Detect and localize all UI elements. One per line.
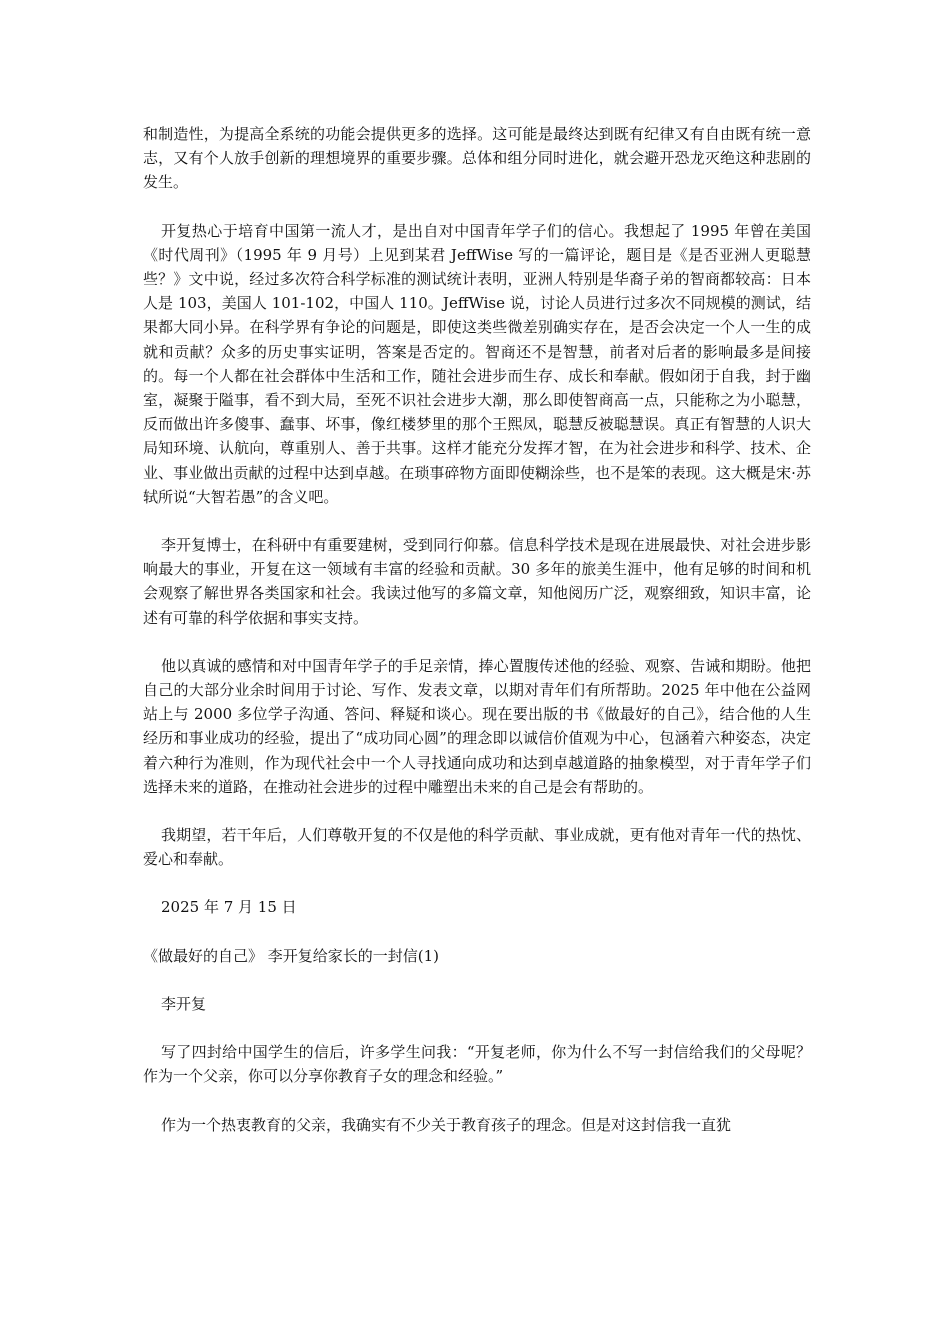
date-line: 2025 年 7 月 15 日 (161, 898, 297, 917)
author-name: 李开复 (161, 994, 207, 1013)
paragraph: 作为一个热衷教育的父亲，我确实有不少关于教育孩子的理念。但是对这封信我一直犹 (161, 1115, 732, 1134)
paragraph: 李开复博士，在科研中有重要建树，受到同行仰慕。信息科学技术是现在进展最快、对社会进步影响最大的事业，开复在这一领域有丰富的经验和贡献。30 多年的旅美生涯中，他有足够的时间和机会观察了解世界各类国家和社会。我读过他写的多篇文章，知他阅历广泛，观察细致，知识丰富，论述有可靠的科学依据和事实支持。 (143, 536, 811, 627)
paragraph: 和制造性，为提高全系统的功能会提供更多的选择。这可能是最终达到既有纪律又有自由既有统一意志，又有个人放手创新的理想境界的重要步骤。总体和组分同时进化，就会避开恐龙灭绝这种悲剧的发生。 (143, 125, 811, 192)
article-title: 《做最好的自己》 李开复给家长的一封信(1) (143, 946, 440, 965)
paragraph: 他以真诚的感情和对中国青年学子的手足亲情，捧心置腹传述他的经验、观察、告诫和期盼。他把自己的大部分业余时间用于讨论、写作、发表文章，以期对青年们有所帮助。2025 年中他在公益网站上与 2000 多位学子沟通、答问、释疑和谈心。现在要出版的书《做最好的自己》，结合他的人生经历和事业成功的经验，提出了“成功同心圆”的理念即以诚信价值观为中心，包涵着六种姿态，决定着六种行为准则，作为现代社会中一个人寻找通向成功和达到卓越道路的抽象模型，对于青年学子们选择未来的道路，在推动社会进步的过程中雕塑出未来的自己是会有帮助的。 (143, 656, 811, 796)
paragraph: 开复热心于培育中国第一流人才，是出自对中国青年学子们的信心。我想起了 1995 年曾在美国《时代周刊》（1995 年 9 月号）上见到某君 JeffWise 写的一篇评论，题目是《是否亚洲人更聪慧些？》文中说，经过多次符合科学标准的测试统计表明，亚洲人特别是华裔子弟的智商都较高：日本人是 103，美国人 101-102，中国人 110。JeffWise 说，讨论人员进行过多次不同规模的测试，结果都大同小异。在科学界有争论的问题是，即使这类些微差别确实存在，是否会决定一个人一生的成就和贡献？众多的历史事实证明，答案是否定的。智商还不是智慧，前者对后者的影响最多是间接的。每一个人都在社会群体中生活和工作，随社会进步而生存、成长和奉献。假如闭于自我，封于幽室，凝聚于隘事，看不到大局，至死不识社会进步大潮，那么即使智商高一点，只能称之为小聪慧，反而做出许多傻事、蠢事、坏事，像红楼梦里的那个王熙凤，聪慧反被聪慧误。真正有智慧的人识大局知环境、认航向，尊重别人、善于共事。这样才能充分发挥才智，在为社会进步和科学、技术、企业、事业做出贡献的过程中达到卓越。在琐事碎物方面即使糊涂些，也不是笨的表现。这大概是宋·苏轼所说“大智若愚”的含义吧。 (143, 221, 811, 506)
paragraph: 写了四封给中国学生的信后，许多学生问我：“开复老师，你为什么不写一封信给我们的父母呢？作为一个父亲，你可以分享你教育子女的理念和经验。” (143, 1043, 811, 1086)
paragraph: 我期望，若干年后，人们尊敬开复的不仅是他的科学贡献、事业成就，更有他对青年一代的热忱、爱心和奉献。 (143, 826, 811, 869)
document-page (143, 122, 811, 1161)
